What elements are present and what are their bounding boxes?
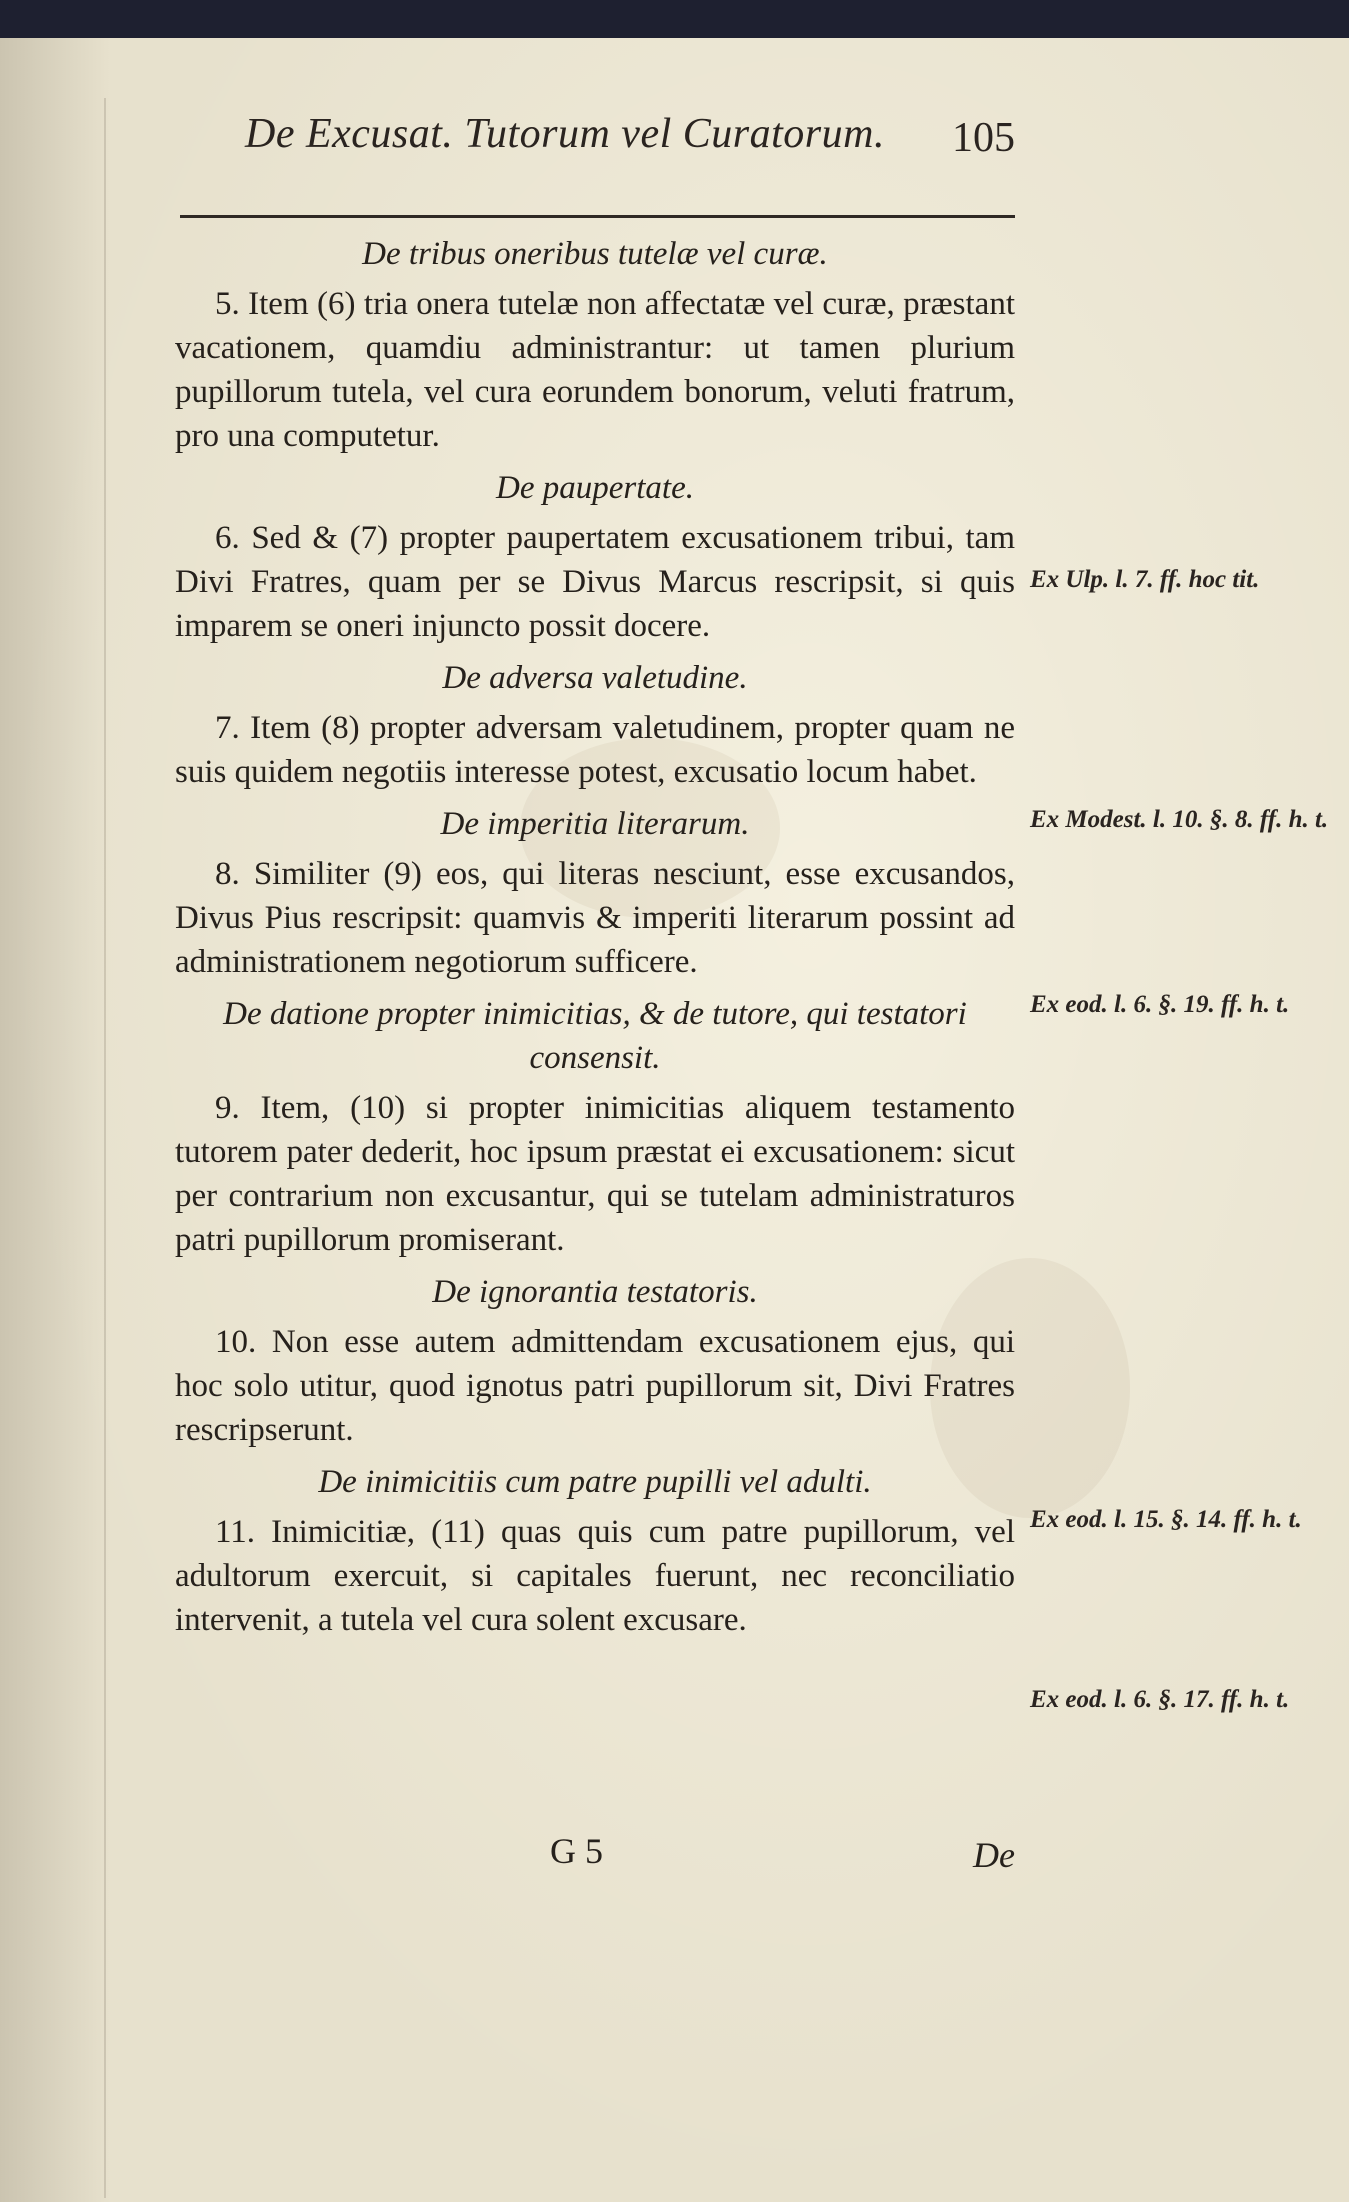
section-heading: De imperitia literarum. — [440, 806, 750, 842]
section-heading: De inimicitiis cum patre pupilli vel adulti. — [318, 1464, 872, 1500]
section-paragraph: 7. Item (8) propter adversam valetudinem, propter quam ne suis quidem negotiis interesse potest, excusatio locum habet. — [175, 710, 1015, 790]
margin-note: Ex Modest. l. 10. §. 8. ff. h. t. — [1030, 806, 1329, 833]
margin-note: Ex eod. l. 15. §. 14. ff. h. t. — [1030, 1506, 1302, 1533]
margin-note: Ex eod. l. 6. §. 19. ff. h. t. — [1030, 991, 1290, 1018]
page-header — [245, 110, 1025, 180]
page-gutter — [104, 98, 106, 2198]
page-number: 105 — [952, 115, 1015, 161]
section-paragraph: 9. Item, (10) si propter inimicitias aliquem testamento tutorem pater dederit, hoc ipsum præstat ei excusationem: sicut per contrarium non excusantur, qui se tutelam administraturos patri pupillorum promiserant. — [175, 1090, 1015, 1258]
page-footer — [175, 1830, 1015, 1890]
main-text — [175, 228, 1015, 1650]
section-heading: De ignorantia testatoris. — [432, 1274, 758, 1310]
margin-note: Ex Ulp. l. 7. ff. hoc tit. — [1030, 566, 1260, 593]
section-heading: De tribus oneribus tutelæ vel curæ. — [362, 236, 828, 272]
section-paragraph: 5. Item (6) tria onera tutelæ non affectatæ vel curæ, præstant vacationem, quamdiu administrantur: ut tamen plurium pupillorum tutela, vel cura eorundem bonorum, veluti fratrum, pro una computetur. — [175, 286, 1015, 454]
section-paragraph: 10. Non esse autem admittendam excusationem ejus, qui hoc solo utitur, quod ignotus patri pupillorum sit, Divi Fratres rescripserunt. — [175, 1324, 1015, 1448]
margin-note: Ex eod. l. 6. §. 17. ff. h. t. — [1030, 1686, 1290, 1713]
section-paragraph: 8. Similiter (9) eos, qui literas nesciunt, esse excusandos, Divus Pius rescripsit: quamvis & imperiti literarum possint ad administrationem negotiorum sufficere. — [175, 856, 1015, 980]
header-rule — [180, 215, 1015, 218]
section-paragraph: 11. Inimicitiæ, (11) quas quis cum patre pupillorum, vel adultorum exercuit, si capitales fuerunt, nec reconciliatio intervenit, a tutela vel cura solent excusare. — [175, 1514, 1015, 1638]
signature-mark: G 5 — [550, 1831, 603, 1871]
section-heading: De paupertate. — [496, 470, 694, 506]
section-heading: De datione propter inimicitias, & de tutore, qui testatori consensit. — [223, 996, 967, 1076]
catchword: De — [973, 1835, 1015, 1875]
section-heading: De adversa valetudine. — [442, 660, 748, 696]
running-title: De Excusat. Tutorum vel Curatorum. — [245, 111, 885, 157]
section-paragraph: 6. Sed & (7) propter paupertatem excusationem tribui, tam Divi Fratres, quam per se Divus Marcus rescripsit, si quis imparem se oneri injuncto possit docere. — [175, 520, 1015, 644]
